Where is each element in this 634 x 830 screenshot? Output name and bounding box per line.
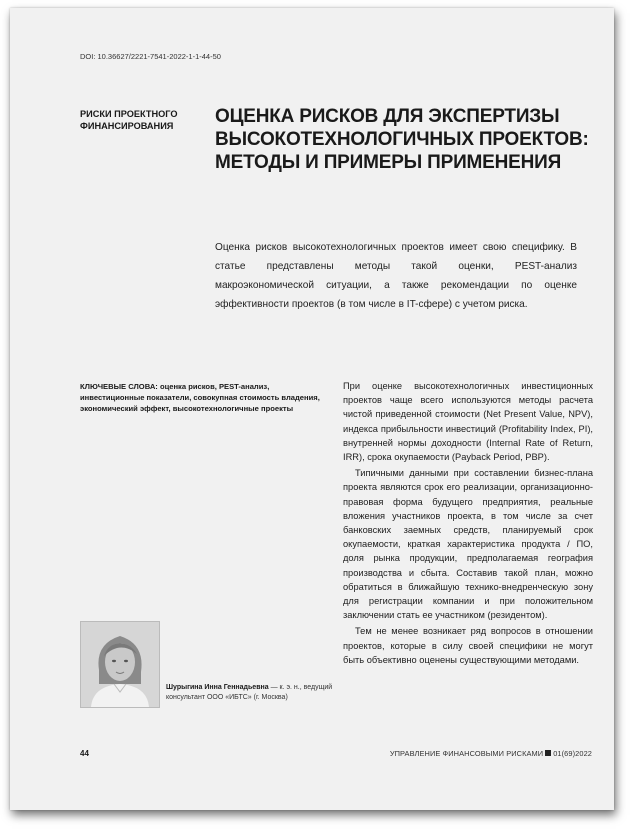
rubric-line: ФИНАНСИРОВАНИЯ [80, 121, 174, 131]
article-abstract: Оценка рисков высокотехнологичных проектов имеет свою специфику. В статье представлены методы такой оценки, PEST-анализ макроэкономической ситуации, а также рекомендации по оценке эффективности проектов (в том числе в IT-сфере) с учетом риска. [215, 242, 577, 310]
page-number: 44 [80, 749, 89, 758]
title-line: ОЦЕНКА РИСКОВ ДЛЯ ЭКСПЕРТИЗЫ [215, 106, 560, 127]
title-line: ВЫСОКОТЕХНОЛОГИЧНЫХ ПРОЕКТОВ: [215, 129, 589, 150]
journal-footer [390, 749, 592, 758]
article-title [215, 105, 595, 174]
article-body [343, 379, 593, 667]
body-paragraph: При оценке высокотехнологичных инвестиционных проектов чаще всего используются методы расчета чистой приведенной стоимости (Net Present Value, NPV), индекса прибыльности инвестиций (Profitability Index, PI), внутренней нормы доходности (Internal Rate of Return, IRR), срока окупаемости (Payback Period, PBP). [343, 381, 593, 463]
body-paragraph: Тем не менее возникает ряд вопросов в отношении проектов, которые в силу своей специфики не могут быть объективно оценены существующими методами. [343, 626, 593, 665]
rubric-line: РИСКИ ПРОЕКТНОГО [80, 109, 178, 119]
section-rubric [80, 108, 200, 132]
journal-page [10, 8, 614, 810]
journal-name: УПРАВЛЕНИЕ ФИНАНСОВЫМИ РИСКАМИ [389, 749, 544, 758]
author-photo [80, 621, 160, 708]
issue-number: 01(69)2022 [553, 749, 592, 758]
doi-line[interactable]: DOI: 10.36627/2221-7541-2022-1-1-44-50 [80, 52, 221, 61]
title-line: МЕТОДЫ И ПРИМЕРЫ ПРИМЕНЕНИЯ [215, 152, 562, 173]
author-details: — к. э. н., ведущий консультант ООО «ИБТС» (г. Москва) [166, 684, 333, 701]
keywords: КЛЮЧЕВЫЕ СЛОВА: оценка рисков, PEST-анализ, инвестиционные показатели, совокупная стоимость владения, экономический эффект, высокотехнологичные проекты [80, 382, 320, 413]
author-name: Шурыгина Инна Геннадьевна [166, 684, 269, 691]
author-portrait-icon [81, 622, 159, 707]
square-separator-icon [545, 750, 551, 756]
body-paragraph: Типичными данными при составлении бизнес-плана проекта являются срок его реализации, организационно-правовая форма будущего предприятия, реальные вложения участников проекта, в том числе за счет банковских заемных средств, планируемый срок окупаемости, краткая характеристика продукта / ПО, доля рынка продукции, предполагаемая география производства и сбыта. Составив такой план, можно обратиться в ближайшую технико-внедренческую зону для регистрации компании и при положительном заключении стать ее участником (резидентом). [343, 468, 593, 621]
author-info [166, 683, 346, 703]
